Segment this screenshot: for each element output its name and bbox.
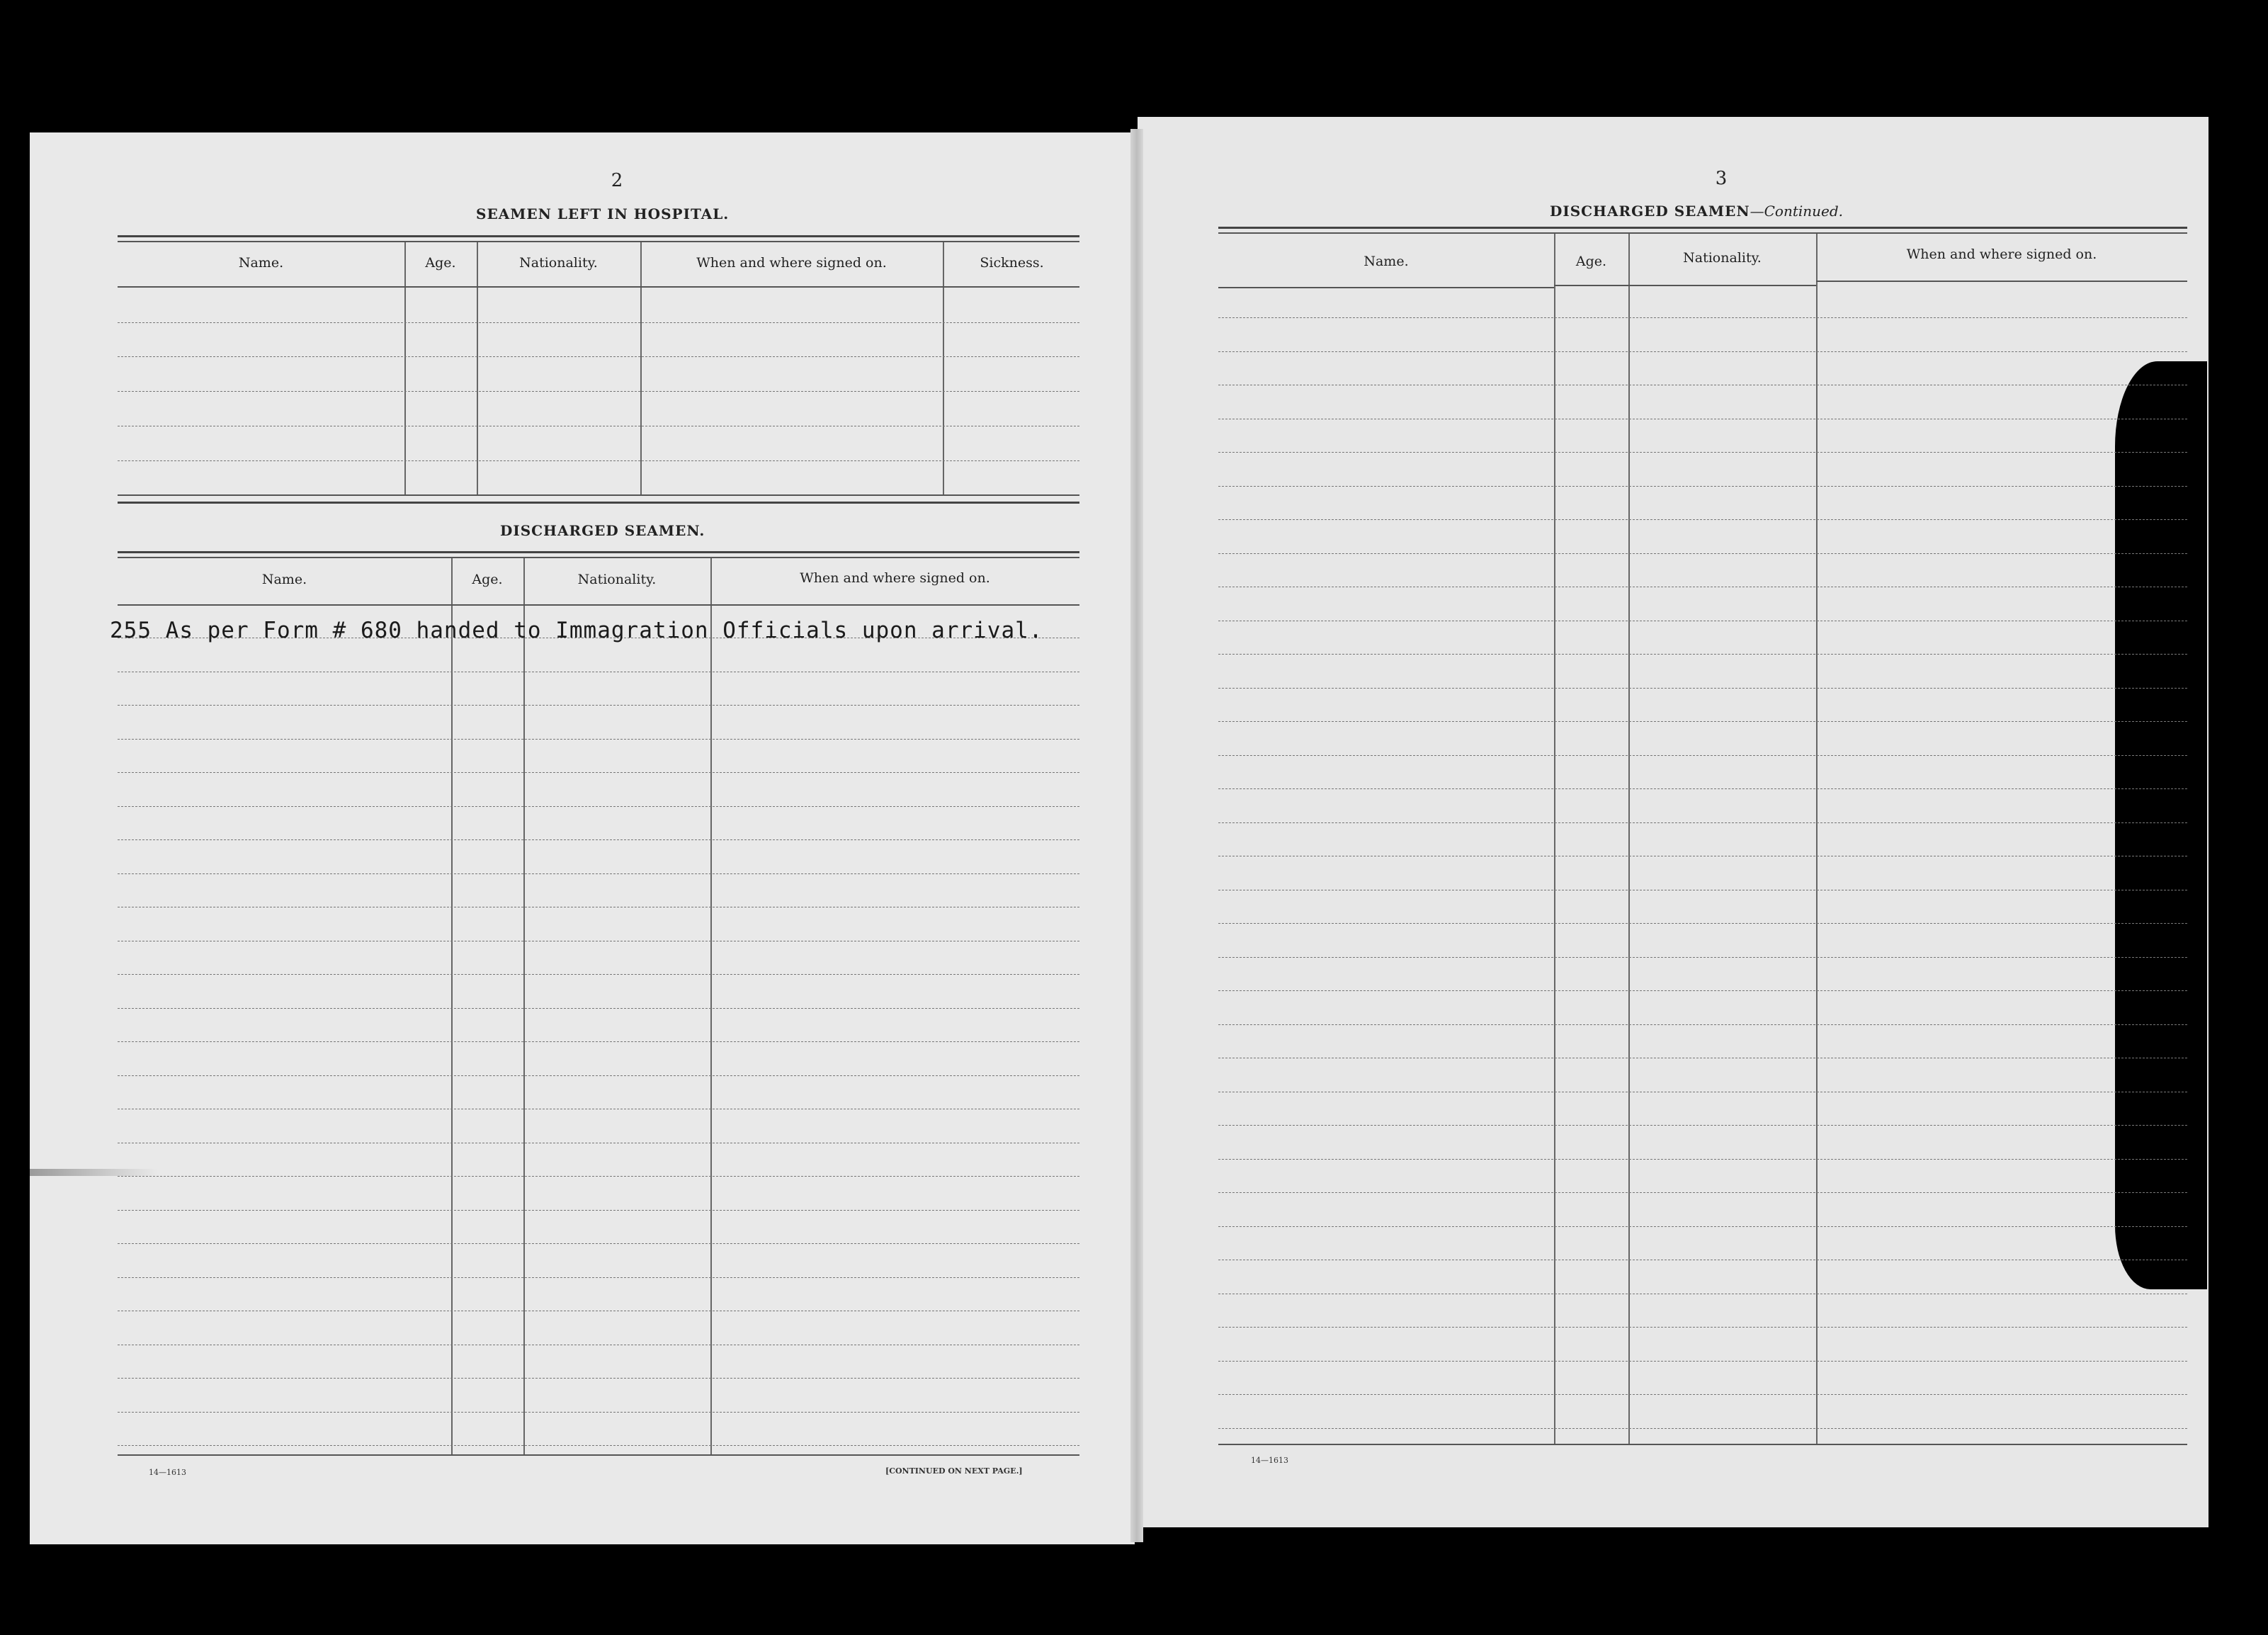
right-page-number: 3: [1715, 168, 1728, 189]
right-col-divider: [1628, 234, 1630, 1444]
row-line: [118, 772, 1079, 773]
discharged-col-divider: [523, 558, 525, 1456]
row-line: [118, 806, 1079, 807]
row-line: [118, 1041, 1079, 1042]
row-line: [118, 1176, 1079, 1177]
hospital-row-line: [118, 356, 1079, 357]
row-line: [118, 1210, 1079, 1211]
row-line: [1218, 1327, 2187, 1328]
hospital-bottom-rule-2: [118, 502, 1079, 504]
row-line: [118, 839, 1079, 840]
row-line: [1218, 1361, 2187, 1362]
row-line: [1218, 317, 2187, 318]
row-line: [1218, 1394, 2187, 1395]
hospital-row-line: [118, 460, 1079, 461]
row-line: [1218, 1159, 2187, 1160]
row-line: [1218, 1226, 2187, 1227]
hospital-col-divider: [943, 242, 944, 496]
row-line: [118, 873, 1079, 874]
row-line: [1218, 452, 2187, 453]
discharged-header-signed-on: When and where signed on.: [800, 570, 990, 586]
row-line: [1218, 923, 2187, 924]
right-form-number: 14—1613: [1251, 1456, 1288, 1465]
row-line: [118, 1412, 1079, 1413]
right-header-name: Name.: [1363, 254, 1409, 269]
left-page-number: 2: [611, 170, 623, 191]
hospital-col-divider: [477, 242, 478, 496]
right-header-rule: [1554, 285, 1816, 286]
hospital-row-line: [118, 322, 1079, 323]
row-line: [118, 739, 1079, 740]
right-section-title: [1550, 203, 1843, 220]
row-line: [118, 1277, 1079, 1278]
hospital-section-title: SEAMEN LEFT IN HOSPITAL.: [476, 205, 730, 222]
typed-entry: 255 As per Form # 680 handed to Immagration Officials upon arrival.: [110, 618, 1043, 643]
discharged-header-nationality: Nationality.: [577, 572, 657, 587]
row-line: [118, 974, 1079, 975]
left-form-number: 14—1613: [149, 1468, 186, 1477]
row-line: [1218, 755, 2187, 756]
row-line: [118, 705, 1079, 706]
torn-edge: [2115, 361, 2207, 1289]
hospital-header-signed-on: When and where signed on.: [696, 255, 887, 271]
row-line: [1218, 1192, 2187, 1193]
right-title-main: DISCHARGED SEAMEN: [1550, 203, 1750, 220]
row-line: [1218, 822, 2187, 823]
hospital-top-rule: [118, 235, 1079, 237]
hospital-header-sickness: Sickness.: [980, 255, 1044, 271]
right-header-nationality: Nationality.: [1683, 250, 1762, 266]
right-header-rule: [1218, 287, 1554, 288]
hospital-col-divider: [640, 242, 642, 496]
discharged-top-rule: [118, 551, 1079, 553]
page-gutter: [1130, 129, 1143, 1542]
row-line: [118, 1075, 1079, 1076]
hospital-header-nationality: Nationality.: [519, 255, 598, 271]
right-top-rule-2: [1218, 232, 2187, 234]
right-col-divider: [1816, 234, 1818, 1444]
discharged-section-title: DISCHARGED SEAMEN.: [500, 522, 705, 539]
row-line: [1218, 1125, 2187, 1126]
hospital-header-name: Name.: [238, 255, 284, 271]
continued-note: [CONTINUED ON NEXT PAGE.]: [885, 1466, 1023, 1476]
discharged-col-divider: [451, 558, 453, 1456]
right-bottom-rule: [1218, 1444, 2187, 1445]
discharged-header-age: Age.: [472, 572, 503, 587]
right-header-rule: [1816, 281, 2187, 282]
discharged-top-rule-2: [118, 557, 1079, 558]
row-line: [1218, 721, 2187, 722]
right-title-suffix: —Continued.: [1750, 203, 1844, 220]
hospital-bottom-rule: [118, 494, 1079, 496]
row-line: [1218, 553, 2187, 554]
discharged-bottom-rule: [118, 1454, 1079, 1456]
row-line: [1218, 688, 2187, 689]
row-line: [118, 1445, 1079, 1446]
row-line: [1218, 1428, 2187, 1429]
hospital-header-rule: [118, 286, 1079, 288]
row-line: [1218, 1024, 2187, 1025]
hospital-header-age: Age.: [425, 255, 456, 271]
row-line: [118, 1008, 1079, 1009]
right-col-divider: [1554, 234, 1555, 1444]
hospital-top-rule-2: [118, 241, 1079, 242]
row-line: [118, 1243, 1079, 1244]
row-line: [1218, 788, 2187, 789]
row-line: [118, 1378, 1079, 1379]
discharged-col-divider: [710, 558, 712, 1456]
hospital-row-line: [118, 391, 1079, 392]
row-line: [1218, 351, 2187, 352]
hospital-col-divider: [404, 242, 406, 496]
row-line: [1218, 957, 2187, 958]
row-line: [1218, 519, 2187, 520]
right-top-rule: [1218, 227, 2187, 229]
row-line: [1218, 486, 2187, 487]
discharged-header-name: Name.: [261, 572, 307, 587]
discharged-header-rule: [118, 604, 1079, 606]
paper-crease: [30, 1169, 157, 1176]
left-page: [30, 132, 1135, 1544]
row-line: [1218, 990, 2187, 991]
row-line: [1218, 654, 2187, 655]
right-header-signed-on: When and where signed on.: [1906, 247, 2097, 262]
right-header-age: Age.: [1575, 254, 1607, 269]
